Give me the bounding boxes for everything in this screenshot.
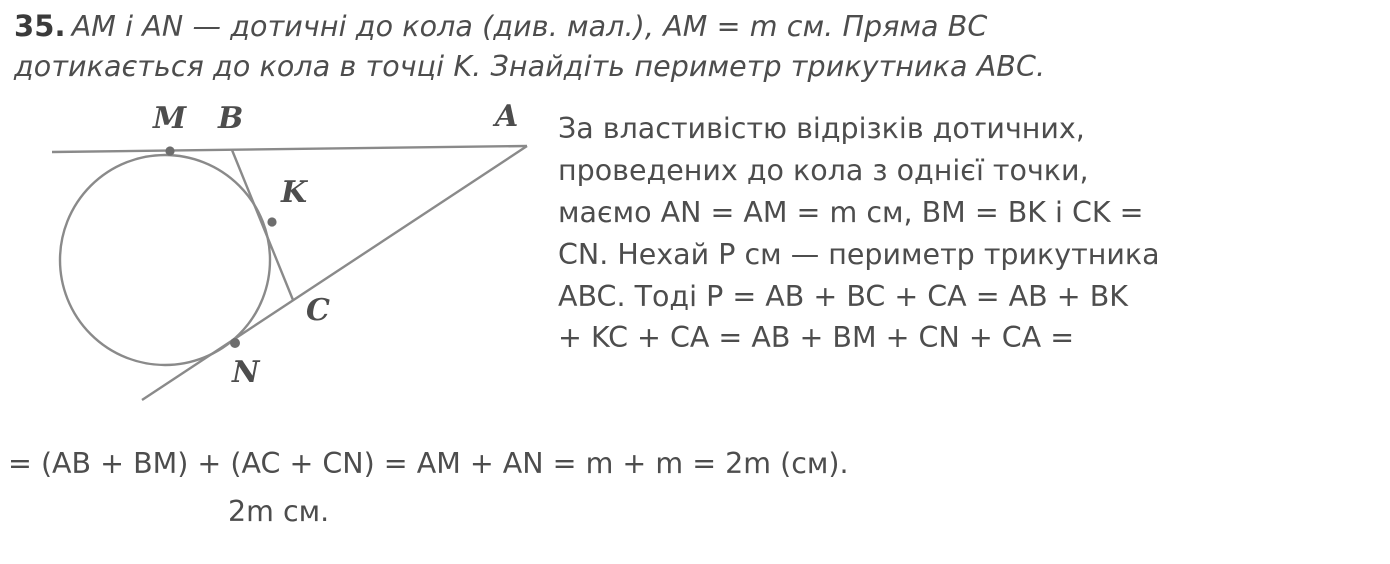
label-c: C <box>306 293 330 328</box>
label-b: B <box>218 101 244 136</box>
solution-line-5: ABC. Тоді P = AB + BC + CA = AB + BK <box>558 279 1128 313</box>
problem-statement <box>14 6 1380 88</box>
solution-line-2: проведених до кола з однієї точки, <box>558 153 1089 187</box>
problem-line-1: AM i AN — дотичні до кола (див. мал.), AM = m см. Пряма BC <box>71 10 988 43</box>
solution-line-1: За властивістю відрізків дотичних, <box>558 112 1085 145</box>
point-k <box>267 217 276 226</box>
label-m: M <box>153 101 187 136</box>
circle-shape <box>60 155 270 365</box>
solution-line-4: CN. Нехай P см — периметр трикутника <box>558 237 1160 271</box>
problem-line-2: дотикається до кола в точці K. Знайдіть периметр трикутника ABC. <box>14 50 1046 84</box>
point-m <box>165 146 174 155</box>
solution-final-line: = (AB + BM) + (AC + CN) = AM + AN = m + m = 2m (см). <box>8 447 849 480</box>
segment-bc <box>232 150 293 300</box>
label-k: K <box>281 175 308 210</box>
label-n: N <box>232 355 260 390</box>
solution-line-6: + KC + CA = AB + BM + CN + CA = <box>558 321 1075 355</box>
label-a: A <box>495 100 519 134</box>
tangent-line-ma <box>52 146 527 152</box>
problem-number: 35. <box>14 9 66 43</box>
point-n <box>230 338 240 348</box>
solution-line-3: маємо AN = AM = m см, BM = BK і CK = <box>558 195 1144 229</box>
solution-bottom <box>8 443 1378 486</box>
geometry-figure <box>10 100 555 440</box>
answer-text: 2m см. <box>228 495 330 528</box>
tangent-line-an <box>142 146 527 400</box>
solution-right-column <box>558 108 1388 359</box>
